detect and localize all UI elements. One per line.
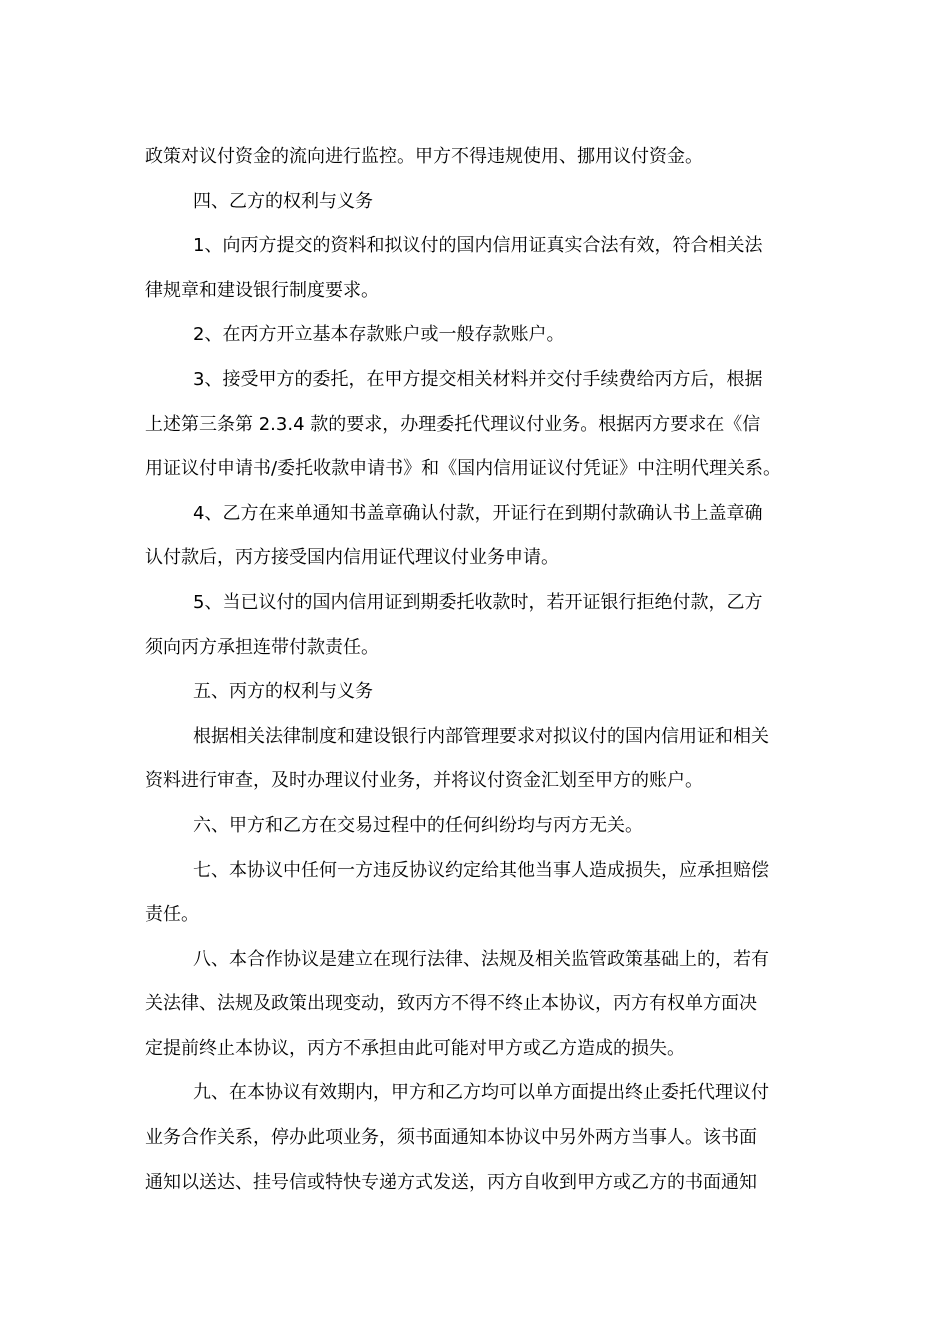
text-line: 根据相关法律制度和建设银行内部管理要求对拟议付的国内信用证和相关 [193, 725, 769, 747]
text-line: 关法律、法规及政策出现变动，致丙方不得不终止本协议，丙方有权单方面决 [145, 993, 757, 1015]
text-line: 律规章和建设银行制度要求。 [145, 279, 379, 301]
text-line: 八、本合作协议是建立在现行法律、法规及相关监管政策基础上的，若有 [193, 948, 769, 970]
text-line: 资料进行审查，及时办理议付业务，并将议付资金汇划至甲方的账户。 [145, 770, 703, 792]
text-line: 用证议付申请书/委托收款申请书》和《国内信用证议付凭证》中注明代理关系。 [145, 458, 782, 480]
text-line: 五、丙方的权利与义务 [193, 681, 373, 703]
text-line: 六、甲方和乙方在交易过程中的任何纠纷均与丙方无关。 [193, 814, 643, 836]
text-line: 5、当已议付的国内信用证到期委托收款时，若开证银行拒绝付款，乙方 [193, 591, 763, 613]
text-line: 定提前终止本协议，丙方不承担由此可能对甲方或乙方造成的损失。 [145, 1037, 685, 1059]
text-line: 上述第三条第 2.3.4 款的要求，办理委托代理议付业务。根据丙方要求在《信 [145, 413, 761, 435]
text-line: 3、接受甲方的委托，在甲方提交相关材料并交付手续费给丙方后，根据 [193, 368, 763, 390]
document-page [145, 135, 812, 1205]
text-line: 责任。 [145, 904, 199, 926]
text-line: 1、向丙方提交的资料和拟议付的国内信用证真实合法有效，符合相关法 [193, 235, 763, 257]
text-line: 七、本协议中任何一方违反协议约定给其他当事人造成损失，应承担赔偿 [193, 859, 769, 881]
text-line: 须向丙方承担连带付款责任。 [145, 636, 379, 658]
text-line: 通知以送达、挂号信或特快专递方式发送，丙方自收到甲方或乙方的书面通知 [145, 1171, 757, 1193]
text-line: 四、乙方的权利与义务 [193, 190, 373, 212]
text-line: 政策对议付资金的流向进行监控。甲方不得违规使用、挪用议付资金。 [145, 146, 703, 167]
text-line: 九、在本协议有效期内，甲方和乙方均可以单方面提出终止委托代理议付 [193, 1082, 769, 1104]
text-line: 认付款后，丙方接受国内信用证代理议付业务申请。 [145, 547, 559, 569]
text-line: 2、在丙方开立基本存款账户或一般存款账户。 [193, 324, 565, 346]
text-line: 业务合作关系，停办此项业务，须书面通知本协议中另外两方当事人。该书面 [145, 1127, 757, 1149]
text-line: 4、乙方在来单通知书盖章确认付款，开证行在到期付款确认书上盖章确 [193, 502, 763, 524]
